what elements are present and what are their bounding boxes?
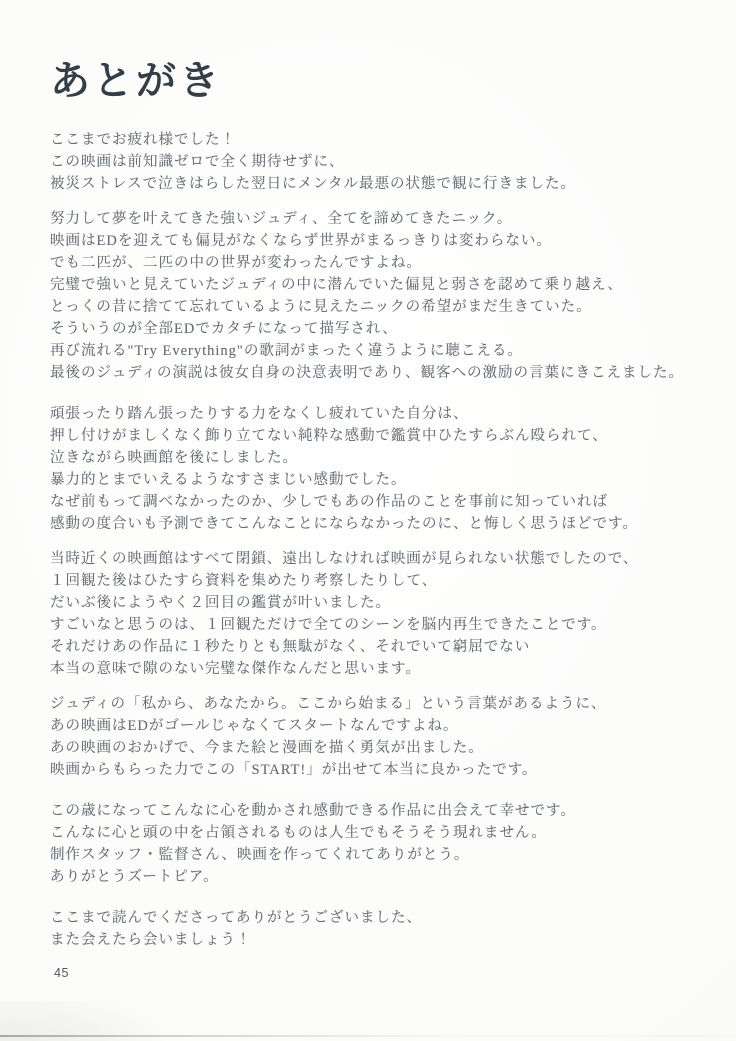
afterword-line: この歳になってこんなに心を動かされ感動できる作品に出会えて幸せです。 — [50, 803, 576, 819]
afterword-paragraph — [50, 693, 690, 781]
afterword-line: でも二匹が、二匹の中の世界が変わったんですよね。 — [50, 255, 422, 271]
afterword-line: 被災ストレスで泣きはらした翌日にメンタル最悪の状態で観に行きました。 — [50, 176, 576, 192]
afterword-line: １回観た後はひたすら資料を集めたり考察したりして、 — [50, 573, 438, 589]
afterword-line: こんなに心と頭の中を占領されるものは人生でもそうそう現れません。 — [50, 825, 547, 841]
afterword-line: 映画はEDを迎えても偏見がなくならず世界がまるっきりは変わらない。 — [50, 233, 552, 249]
afterword-paragraph — [50, 208, 690, 384]
afterword-paragraph — [50, 403, 690, 535]
afterword-paragraph — [50, 129, 690, 195]
afterword-line: 本当の意味で隙のない完璧な傑作なんだと思います。 — [50, 661, 421, 677]
scan-edge-shadow — [0, 1035, 736, 1037]
afterword-line: それだけあの作品に１秒たりとも無駄がなく、それでいて窮屈でない — [50, 639, 531, 655]
afterword-line: 再び流れる"Try Everything"の歌詞がまったく違うように聴こえる。 — [50, 343, 523, 359]
page-number: 45 — [54, 966, 69, 980]
afterword-paragraph — [50, 800, 690, 888]
afterword-line: 暴力的とまでいえるようなすさまじい感動でした。 — [50, 472, 407, 488]
afterword-line: この映画は前知識ゼロで全く期待せずに、 — [50, 154, 345, 170]
afterword-line: 映画からもらった力でこの「START!」が出せて本当に良かったです。 — [50, 762, 538, 778]
afterword-line: 制作スタッフ・監督さん、映画を作ってくれてありがとう。 — [50, 847, 470, 863]
afterword-paragraph — [50, 548, 690, 680]
afterword-paragraph — [50, 907, 690, 951]
afterword-line: ここまでお疲れ様でした！ — [50, 132, 236, 148]
afterword-line: 泣きながら映画館を後にしました。 — [50, 450, 298, 466]
afterword-line: 当時近くの映画館はすべて閉鎖、遠出しなければ映画が見られない状態でしたので、 — [50, 551, 639, 567]
afterword-line: 最後のジュディの演説は彼女自身の決意表明であり、観客への激励の言葉にきこえました。 — [50, 365, 685, 381]
afterword-line: ジュディの「私から、あなたから。ここから始まる」という言葉があるように、 — [50, 696, 607, 712]
afterword-line: すごいなと思うのは、１回観ただけで全てのシーンを脳内再生できたことです。 — [50, 617, 607, 633]
afterword-line: あの映画のおかげで、今また絵と漫画を描く勇気が出ました。 — [50, 740, 484, 756]
afterword-line: 努力して夢を叶えてきた強いジュディ、全てを諦めてきたニック。 — [50, 211, 513, 227]
afterword-line: ここまで読んでくださってありがとうございました、 — [50, 910, 422, 926]
afterword-line: ありがとうズートピア。 — [50, 869, 219, 885]
afterword-line: 頑張ったり踏ん張ったりする力をなくし疲れていた自分は、 — [50, 406, 469, 422]
afterword-line: また会えたら会いましょう！ — [50, 932, 252, 948]
afterword-line: あの映画はEDがゴールじゃなくてスタートなんですよね。 — [50, 718, 459, 734]
afterword-line: だいぶ後にようやく２回目の鑑賞が叶いました。 — [50, 595, 391, 611]
afterword-line: そういうのが全部EDでカタチになって描写され、 — [50, 321, 398, 337]
afterword-line: 完璧で強いと見えていたジュディの中に潜んでいた偏見と弱さを認めて乗り越え、 — [50, 277, 623, 293]
afterword-content — [50, 58, 690, 964]
afterword-line: 感動の度合いも予測できてこんなことにならなかったのに、と悔しく思うほどです。 — [50, 516, 638, 532]
page-title: あとがき — [50, 58, 222, 103]
afterword-line: 押し付けがましくなく飾り立てない純粋な感動で鑑賞中ひたすらぶん殴られて、 — [50, 428, 608, 444]
afterword-line: なぜ前もって調べなかったのか、少しでもあの作品のことを事前に知っていれば — [50, 494, 608, 510]
afterword-line: とっくの昔に捨てて忘れているように見えたニックの希望がまだ生きていた。 — [50, 299, 592, 315]
